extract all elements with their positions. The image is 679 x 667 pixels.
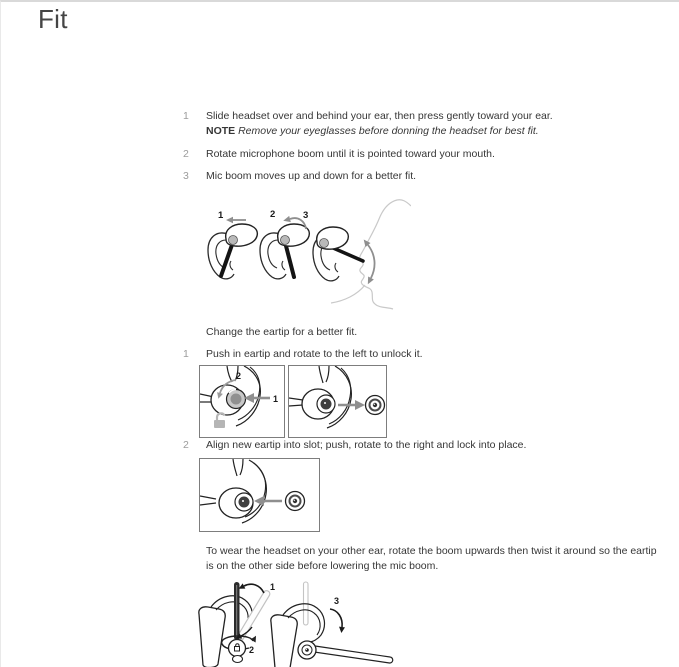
figure-label: 2 — [270, 209, 276, 220]
note-text: Remove your eyeglasses before donning the headset for best fit. — [238, 125, 539, 137]
step-number: 1 — [183, 110, 189, 122]
headset-boom-up-illustration — [199, 582, 270, 667]
swap-ear-illustration — [191, 580, 398, 667]
headset-body-icon — [199, 607, 225, 667]
eartip-intro: Change the eartip for a better fit. — [206, 326, 358, 338]
figure-label: 2 — [249, 645, 255, 655]
step-number: 2 — [183, 148, 189, 160]
figure-label: 1 — [270, 582, 276, 592]
ear-illustration-2 — [260, 216, 309, 279]
step-number: 3 — [183, 170, 189, 182]
page-title: Fit — [38, 4, 68, 34]
headset-body-icon — [271, 615, 297, 667]
eartip-icon — [366, 396, 385, 415]
step-number: 2 — [183, 439, 189, 451]
headset-boom-down-illustration — [271, 582, 393, 667]
note-label: NOTE — [206, 125, 236, 137]
step-text: Slide headset over and behind your ear, then press gently toward your ear. — [206, 110, 553, 122]
mic-boom-icon — [314, 646, 393, 663]
insert-panel-illustration — [200, 459, 319, 526]
step-number: 1 — [183, 348, 189, 360]
face-profile-illustration — [331, 200, 411, 309]
step-text: Push in eartip and rotate to the left to unlock it. — [206, 348, 423, 360]
fit-figure — [201, 198, 411, 317]
ear-illustration-1 — [208, 217, 257, 279]
figure-label: 1 — [218, 210, 224, 221]
ear-illustration-3 — [313, 227, 375, 286]
figure-label: 3 — [303, 210, 309, 221]
rotate-down-arrow-icon — [330, 609, 342, 627]
pivot-icon — [229, 640, 246, 657]
other-ear-text-line2: is on the other side before lowering the mic boom. — [206, 560, 439, 572]
figure-label: 1 — [273, 394, 279, 404]
eartip-icon — [286, 492, 305, 511]
unlock-icon — [214, 413, 225, 428]
unlock-panel — [199, 365, 285, 438]
unlock-panel-illustration — [200, 366, 284, 432]
figure-label: 3 — [334, 596, 340, 606]
remove-panel — [288, 365, 387, 438]
unlock-eartip-figure — [199, 365, 387, 438]
step-text: Mic boom moves up and down for a better fit. — [206, 170, 417, 182]
other-ear-text-line1: To wear the headset on your other ear, rotate the boom upwards then twist it around so the eartip — [206, 545, 657, 557]
remove-panel-illustration — [289, 366, 386, 432]
step-text: Align new eartip into slot; push, rotate to the right and lock into place. — [206, 439, 527, 451]
mic-boom-icon — [285, 242, 294, 277]
step-text: Rotate microphone boom until it is pointed toward your mouth. — [206, 148, 495, 160]
swap-ear-figure — [191, 580, 398, 667]
step-note — [206, 124, 539, 139]
insert-eartip-figure — [199, 458, 320, 532]
figure-label: 2 — [236, 371, 242, 381]
rotate-up-arrow-icon — [244, 584, 264, 593]
up-down-arrow-icon — [368, 245, 375, 278]
fit-figure-illustration — [201, 198, 411, 312]
